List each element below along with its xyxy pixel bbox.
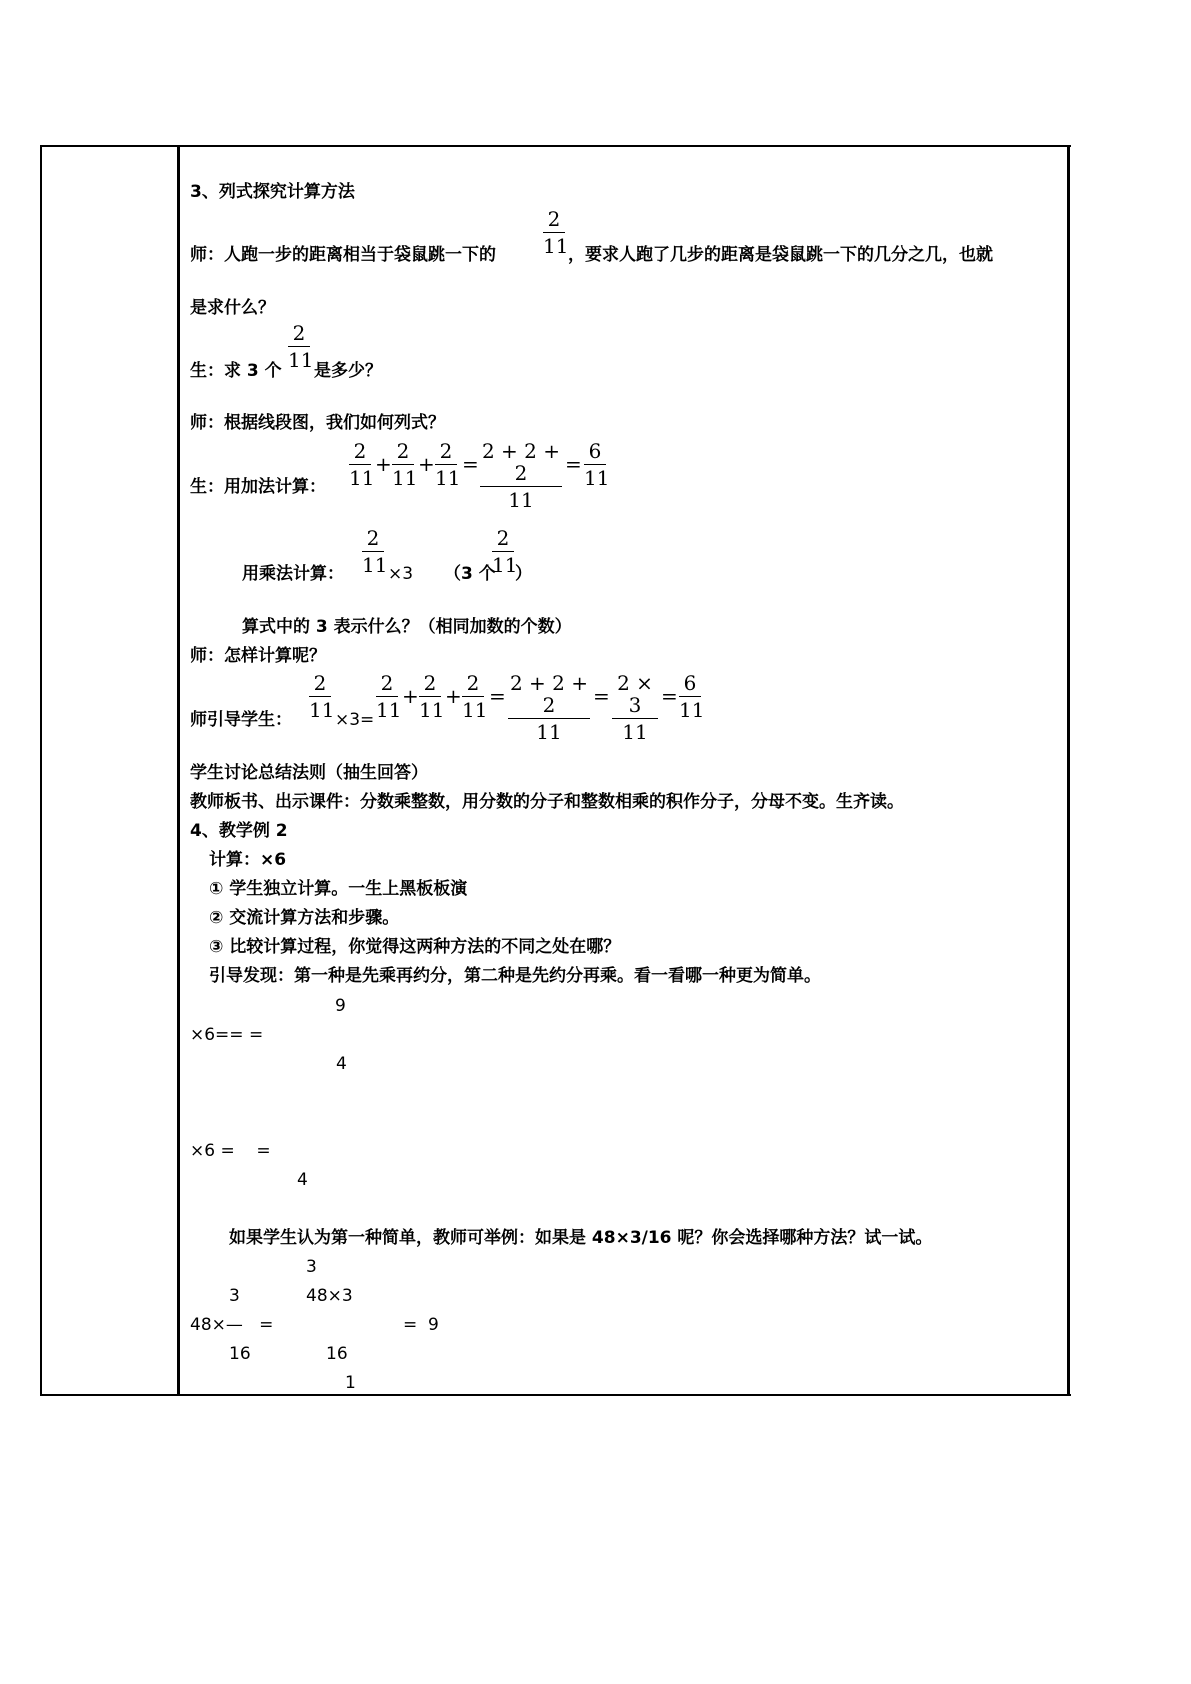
plus-sign: + <box>445 684 462 708</box>
plus-sign: + <box>375 452 392 476</box>
fraction-2-11: 2 11 <box>288 321 314 372</box>
method2-bottom: 4 <box>297 1170 308 1190</box>
fraction-2-11: 2 11 <box>462 671 488 722</box>
fraction-2-11: 2 11 <box>543 207 569 258</box>
fraction-2-11: 2 11 <box>309 671 335 722</box>
times-3-equals: ×3= <box>335 710 375 730</box>
fraction-sum: 2 + 2 + 2 11 <box>509 671 589 744</box>
equals-sign: = <box>593 684 610 708</box>
student-multiplication-label: 用乘法计算： <box>242 564 344 584</box>
method1-top: 9 <box>335 996 346 1016</box>
fraction-2-11: 2 11 <box>376 671 402 722</box>
example-den2: 16 <box>326 1344 348 1364</box>
fraction-2-11: 2 11 <box>362 526 388 577</box>
three-of-label: （3 个 <box>444 564 496 584</box>
teacher-question-1b: ，要求人跑了几步的距离是袋鼠跳一下的几分之几，也就 <box>568 245 993 265</box>
fraction-2-11: 2 11 <box>419 671 445 722</box>
method1-line: ×6== = <box>190 1025 264 1045</box>
step-2: ② 交流计算方法和步骤。 <box>209 908 400 928</box>
fraction-2-11: 2 11 <box>349 439 375 490</box>
example-den1: 16 <box>229 1344 251 1364</box>
fraction-2-11: 2 11 <box>392 439 418 490</box>
equals-sign: = <box>661 684 678 708</box>
section-3-title: 3、列式探究计算方法 <box>190 182 355 202</box>
close-paren: ） <box>515 564 532 584</box>
discovery: 引导发现：第一种是先乘再约分，第二种是先约分再乘。看一看哪一种更为简单。 <box>209 966 821 986</box>
student-addition-label: 生：用加法计算： <box>190 477 326 497</box>
board-rule: 教师板书、出示课件：分数乘整数，用分数的分子和整数相乘的积作分子，分母不变。生齐读。 <box>190 792 904 812</box>
section-4-title: 4、教学例 2 <box>190 821 288 841</box>
times-3: ×3 <box>388 564 414 584</box>
fraction-product: 2 × 3 11 <box>612 672 658 743</box>
teacher-question-1c: 是求什么？ <box>190 298 275 318</box>
plus-sign: + <box>418 452 435 476</box>
fraction-result: 6 11 <box>679 671 705 722</box>
step-3: ③ 比较计算过程，你觉得这两种方法的不同之处在哪？ <box>209 937 621 957</box>
example-num1: 3 <box>229 1286 240 1306</box>
fraction-2-11: 2 11 <box>435 439 461 490</box>
student-answer-1b: 是多少？ <box>314 361 382 381</box>
table-bottom-border <box>40 1394 1071 1396</box>
table-top-border <box>40 145 1071 147</box>
teacher-question-1a: 师：人跑一步的距离相当于袋鼠跳一下的 <box>190 245 496 265</box>
teacher-how: 师：怎样计算呢？ <box>190 646 326 666</box>
example-line: 48×— = <box>190 1315 274 1335</box>
calc-prompt: 计算：×6 <box>209 850 287 870</box>
method2-line: ×6 = = <box>190 1141 271 1161</box>
discussion: 学生讨论总结法则（抽生回答） <box>190 763 428 783</box>
example-text: 如果学生认为第一种简单，教师可举例：如果是 48×3/16 呢？你会选择哪种方法？试一试。 <box>229 1228 933 1248</box>
fraction-sum: 2 + 2 + 2 11 <box>481 439 561 512</box>
example-top-small: 3 <box>306 1257 317 1277</box>
table-column-divider <box>177 145 180 1396</box>
equals-sign: = <box>462 452 479 476</box>
example-bottom-small: 1 <box>345 1373 356 1393</box>
guide-label: 师引导学生： <box>190 710 292 730</box>
student-answer-1a: 生：求 3 个 <box>190 361 282 381</box>
meaning-of-3: 算式中的 3 表示什么？（相同加数的个数） <box>242 617 572 637</box>
method1-bottom: 4 <box>336 1054 347 1074</box>
equals-sign: = <box>565 452 582 476</box>
teacher-question-2: 师：根据线段图，我们如何列式？ <box>190 413 445 433</box>
table-left-border <box>40 145 42 1396</box>
example-num2: 48×3 <box>306 1286 353 1306</box>
example-result: = 9 <box>403 1315 439 1335</box>
equals-sign: = <box>489 684 506 708</box>
step-1: ① 学生独立计算。一生上黑板板演 <box>209 879 468 899</box>
fraction-2-11: 2 11 <box>492 526 518 577</box>
fraction-result: 6 11 <box>584 439 610 490</box>
plus-sign: + <box>402 684 419 708</box>
table-right-border <box>1067 145 1070 1396</box>
